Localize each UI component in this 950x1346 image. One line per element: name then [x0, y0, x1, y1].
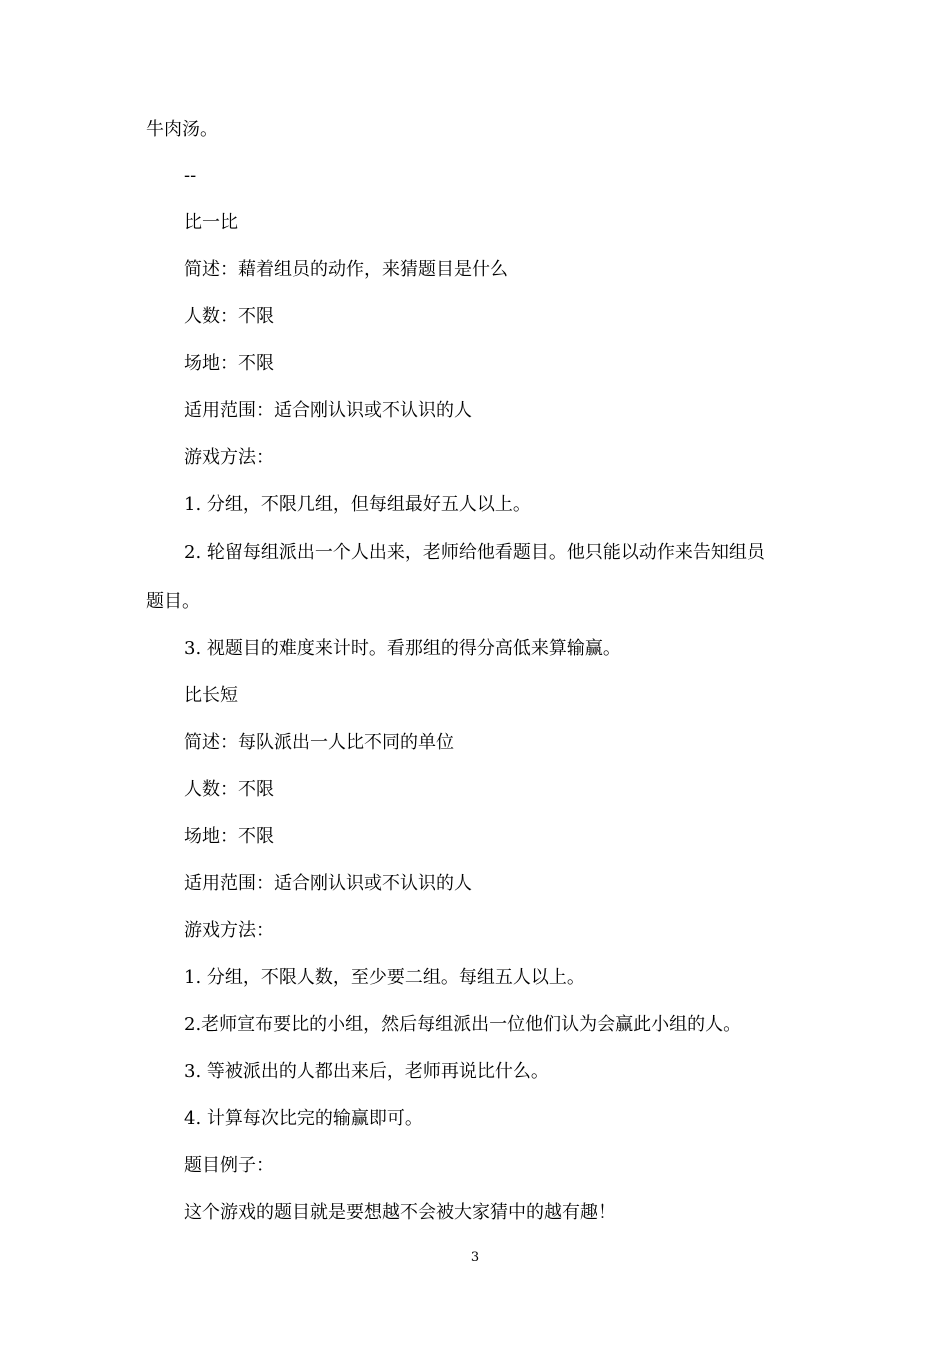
text-line: 适用范围：适合刚认识或不认识的人: [184, 400, 472, 421]
text-line: 人数：不限: [184, 306, 274, 327]
list-item: 4. 计算每次比完的输赢即可。: [184, 1108, 423, 1129]
text-line: 人数：不限: [184, 779, 274, 800]
text-line: 场地：不限: [184, 826, 274, 847]
list-item: 2.老师宣布要比的小组，然后每组派出一位他们认为会赢此小组的人。: [184, 1014, 742, 1035]
list-item: 1. 分组，不限人数，至少要二组。每组五人以上。: [184, 967, 585, 988]
list-item: 3. 等被派出的人都出来后，老师再说比什么。: [184, 1061, 549, 1082]
list-item: 1. 分组，不限几组，但每组最好五人以上。: [184, 494, 531, 515]
text-line: 题目例子：: [184, 1155, 274, 1176]
text-line: 场地：不限: [184, 353, 274, 374]
page-number: 3: [470, 1250, 480, 1265]
list-item-continuation: 题目。: [146, 591, 200, 612]
text-line: 游戏方法：: [184, 920, 274, 941]
section-heading: 比一比: [184, 212, 238, 233]
text-line: 牛肉汤。: [146, 119, 218, 140]
text-line: 简述：每队派出一人比不同的单位: [184, 732, 454, 753]
text-line: 简述：藉着组员的动作，来猜题目是什么: [184, 259, 508, 280]
list-item: 3. 视题目的难度来计时。看那组的得分高低来算输赢。: [184, 638, 621, 659]
text-line: 适用范围：适合刚认识或不认识的人: [184, 873, 472, 894]
list-item: 2. 轮留每组派出一个人出来，老师给他看题目。他只能以动作来告知组员: [184, 542, 765, 563]
text-line: 这个游戏的题目就是要想越不会被大家猜中的越有趣！: [184, 1202, 616, 1223]
text-line: 游戏方法：: [184, 447, 274, 468]
separator-line: --: [184, 165, 197, 186]
section-heading: 比长短: [184, 685, 238, 706]
